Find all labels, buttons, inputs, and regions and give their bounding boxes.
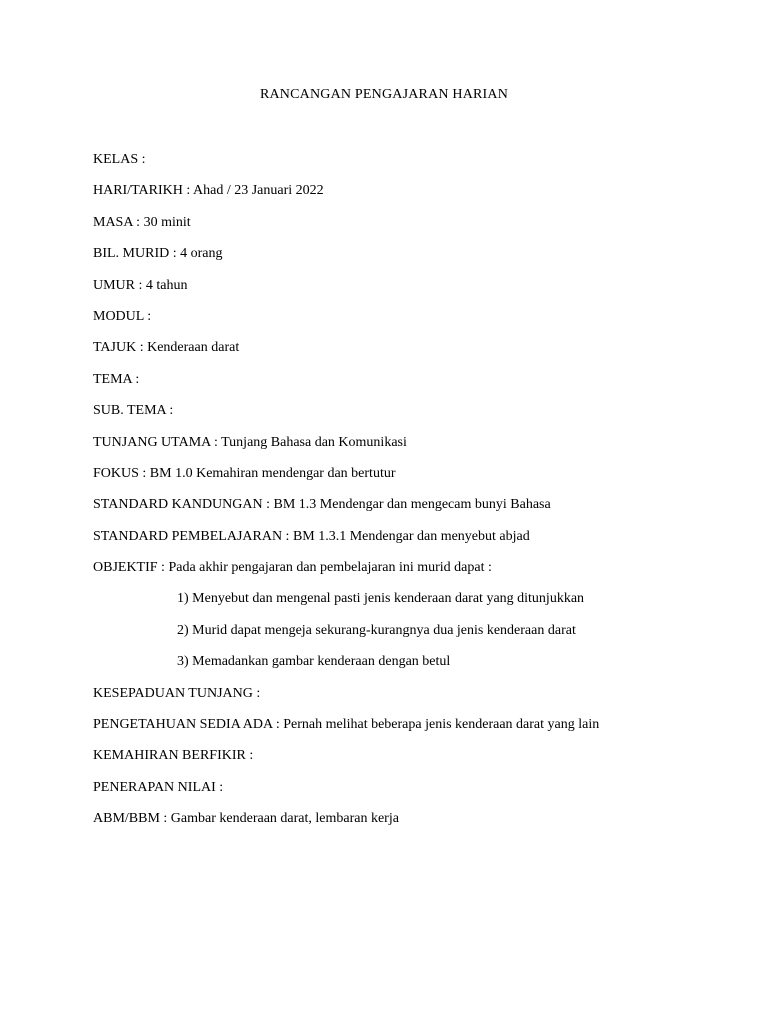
lesson-plan-field: HARI/TARIKH : Ahad / 23 Januari 2022: [93, 183, 324, 199]
lesson-plan-field: SUB. TEMA :: [93, 403, 174, 419]
lesson-plan-field: STANDARD PEMBELAJARAN : BM 1.3.1 Mendengar dan menyebut abjad: [93, 528, 530, 544]
lesson-plan-field: BIL. MURID : 4 orang: [93, 246, 223, 262]
lesson-plan-field: OBJEKTIF : Pada akhir pengajaran dan pembelajaran ini murid dapat :: [93, 560, 492, 576]
lesson-plan-field: TAJUK : Kenderaan darat: [93, 340, 240, 356]
objective-item: 3) Memadankan gambar kenderaan dengan betul: [177, 654, 451, 670]
lesson-plan-field: FOKUS : BM 1.0 Kemahiran mendengar dan bertutur: [93, 465, 396, 481]
objective-item: 2) Murid dapat mengeja sekurang-kurangnya dua jenis kenderaan darat: [177, 622, 576, 638]
lesson-plan-field: KELAS :: [93, 152, 146, 167]
lesson-plan-field: TUNJANG UTAMA : Tunjang Bahasa dan Komunikasi: [93, 434, 407, 450]
lesson-plan-field: MODUL :: [93, 308, 152, 324]
document-title: RANCANGAN PENGAJARAN HARIAN: [259, 87, 509, 102]
lesson-plan-lines: [93, 150, 753, 841]
lesson-plan-field: ABM/BBM : Gambar kenderaan darat, lembaran kerja: [93, 811, 399, 827]
lesson-plan-field: UMUR : 4 tahun: [93, 277, 188, 293]
lesson-plan-field: PENERAPAN NILAI :: [93, 779, 224, 795]
lesson-plan-field: STANDARD KANDUNGAN : BM 1.3 Mendengar dan mengecam bunyi Bahasa: [93, 497, 551, 513]
lesson-plan-field: KESEPADUAN TUNJANG :: [93, 685, 261, 701]
objective-item: 1) Menyebut dan mengenal pasti jenis kenderaan darat yang ditunjukkan: [177, 591, 585, 607]
lesson-plan-field: KEMAHIRAN BERFIKIR :: [93, 748, 254, 764]
lesson-plan-field: TEMA :: [93, 371, 140, 387]
lesson-plan-field: MASA : 30 minit: [93, 214, 191, 230]
lesson-plan-field: PENGETAHUAN SEDIA ADA : Pernah melihat beberapa jenis kenderaan darat yang lain: [93, 717, 600, 733]
